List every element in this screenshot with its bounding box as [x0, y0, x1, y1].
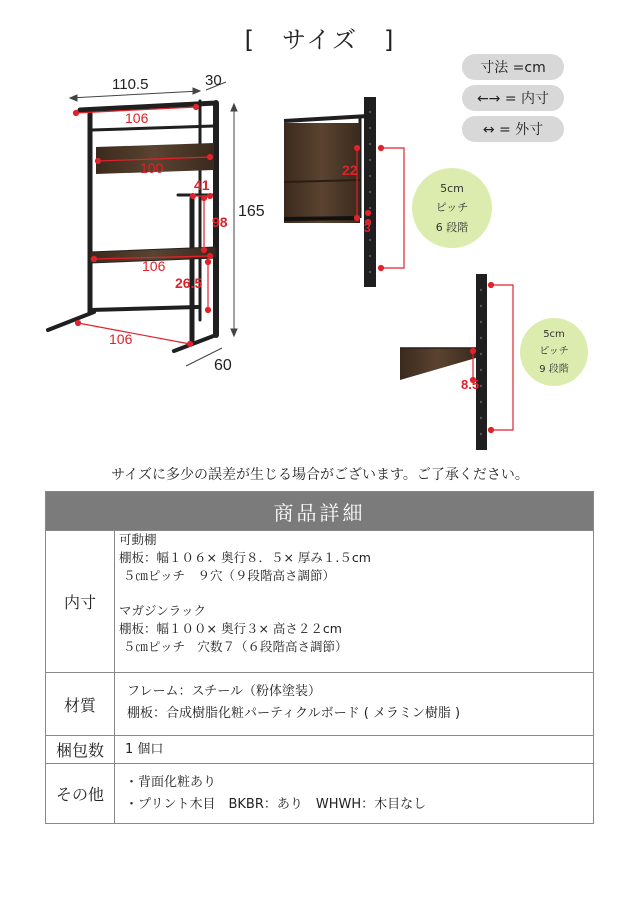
legend-outer: ↔ = 外寸 [462, 116, 564, 142]
table-row-material [46, 672, 593, 735]
legend-unit: 寸法 =cm [462, 54, 564, 80]
table-header: 商品詳細 [46, 492, 593, 530]
side-height-label: 98 [212, 214, 228, 230]
pitch-badge-6 [412, 168, 492, 248]
dimensions-line: ５㎝ピッチ 穴数７（６段階高さ調節） [119, 638, 348, 654]
row-body-packages [115, 736, 593, 763]
dimensions-line: 棚板：幅１０６× 奥行８．５× 厚み１.５cm [119, 549, 371, 565]
detail1-height-label: 22 [342, 162, 358, 178]
row-label-dimensions: 内寸 [46, 531, 115, 672]
dimensions-line: 可動棚 [119, 532, 157, 547]
table-row-packages [46, 735, 593, 763]
top-rail-inner-label: 106 [125, 110, 149, 126]
row-label-other: その他 [46, 764, 115, 823]
other-line: ・背面化粧あり [125, 775, 217, 790]
pitch-6-line1: 5cm [440, 182, 464, 196]
width-outer-label: 110.5 [112, 76, 149, 93]
detail1-small-label: 3 [364, 221, 371, 235]
row-label-packages: 梱包数 [46, 736, 115, 763]
table-row-other [46, 763, 593, 823]
row-body-other [115, 764, 593, 823]
material-line: フレーム：スチール（粉体塗装） [127, 684, 321, 699]
pitch-6-line3: 6 段階 [435, 220, 469, 234]
legend-inner: ←→ = 内寸 [462, 85, 564, 111]
height-outer-label: 165 [238, 203, 265, 220]
page-title: [ サイズ ] [244, 26, 396, 54]
row-body-material [115, 673, 593, 735]
dimensions-line: マガジンラック [119, 603, 206, 619]
packages-line: 1 個口 [125, 742, 164, 757]
lower-gap-label: 26.5 [175, 275, 203, 291]
dimensions-line [119, 584, 583, 602]
table-row-dimensions [46, 530, 593, 672]
depth-outer-label: 30 [205, 72, 222, 89]
detail-magazine-rack [284, 97, 404, 287]
pitch-9-line3: 9 段階 [539, 363, 569, 375]
row-body-dimensions [115, 531, 593, 672]
dimensions-line: 棚板：幅１００× 奥行３× 高さ２２cm [119, 621, 342, 636]
side-gap-label: 41 [194, 177, 210, 193]
material-line: 棚板：合成樹脂化粧パーティクルボード ( メラミン樹脂 ) [127, 706, 461, 722]
product-details-table [45, 491, 594, 824]
shelf-inner-label: 106 [142, 258, 166, 274]
pitch-9-line2: ピッチ [539, 346, 569, 358]
detail2-small-label: 8.5 [461, 377, 480, 392]
size-notice: サイズに多少の誤差が生じる場合がございます。ご了承ください。 [111, 467, 529, 483]
detail-adjustable-shelf [400, 274, 513, 450]
rack-frame [48, 101, 216, 351]
depth-base-label: 60 [214, 357, 232, 374]
dimensions-line: ５㎝ピッチ ９穴（９段階高さ調節） [119, 567, 335, 583]
base-inner-label: 106 [109, 331, 133, 347]
pitch-9-line1: 5cm [543, 328, 565, 340]
pitch-badge-9 [520, 318, 588, 386]
other-line: ・プリント木目 BKBR：あり WHWH：木目なし [125, 797, 427, 813]
row-label-material: 材質 [46, 673, 115, 735]
magazine-shelf-inner-label: 100 [140, 160, 164, 176]
pitch-6-line2: ピッチ [435, 201, 469, 215]
